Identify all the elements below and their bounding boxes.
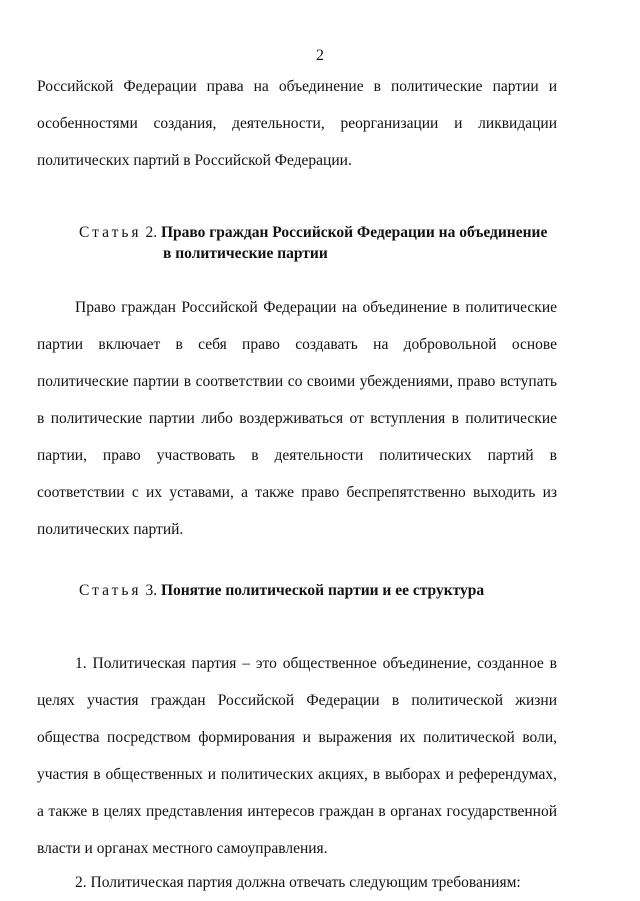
article-label: Статья bbox=[79, 224, 142, 241]
article-2-paragraph bbox=[37, 289, 557, 548]
text-line: особенностями создания, деятельности, реорганизации и ликвидации bbox=[37, 115, 557, 132]
text-line: политические партии в соответствии со своими убеждениями, право вступать bbox=[37, 373, 557, 390]
text-line: партии включает в себя право создавать на добровольной основе bbox=[37, 336, 557, 353]
text-line: 2. Политическая партия должна отвечать следующим требованиям: bbox=[75, 874, 521, 891]
text-line: общества посредством формирования и выражения их политической воли, bbox=[37, 729, 557, 746]
article-number: 3. bbox=[145, 582, 158, 599]
text-line: политических партий в Российской Федерации. bbox=[37, 152, 352, 169]
text-line: Российской Федерации права на объединение в политические партии и bbox=[37, 78, 557, 95]
text-line: Право граждан Российской Федерации на объединение в политические bbox=[75, 299, 557, 316]
text-line: в политические партии либо воздерживаться от вступления в политические bbox=[37, 410, 557, 427]
article-3-heading bbox=[79, 580, 559, 601]
article-label: Статья bbox=[79, 582, 142, 599]
article-2-heading bbox=[79, 222, 559, 264]
text-line: 1. Политическая партия – это общественное объединение, созданное в bbox=[75, 655, 557, 672]
article-title: Право граждан Российской Федерации на объединение bbox=[160, 224, 548, 241]
text-line: участия в общественных и политических акциях, в выборах и референдумах, bbox=[37, 766, 557, 783]
text-line: целях участия граждан Российской Федерации в политической жизни bbox=[37, 692, 557, 709]
article-title: Понятие политической партии и ее структура bbox=[160, 582, 485, 599]
intro-paragraph bbox=[37, 68, 557, 179]
text-line: а также в целях представления интересов граждан в органах государственной bbox=[37, 803, 557, 820]
text-line: соответствии с их уставами, а также право беспрепятственно выходить из bbox=[37, 484, 557, 501]
article-3-paragraph-1 bbox=[37, 645, 557, 867]
text-line: политических партий. bbox=[37, 521, 184, 538]
article-3-paragraph-2 bbox=[37, 864, 557, 901]
text-line: партии, право участвовать в деятельности политических партий в bbox=[37, 447, 557, 464]
page-number: 2 bbox=[316, 47, 324, 64]
article-title-continuation: в политические партии bbox=[163, 245, 328, 262]
article-number: 2. bbox=[145, 224, 158, 241]
text-line: власти и органах местного самоуправления. bbox=[37, 840, 328, 857]
